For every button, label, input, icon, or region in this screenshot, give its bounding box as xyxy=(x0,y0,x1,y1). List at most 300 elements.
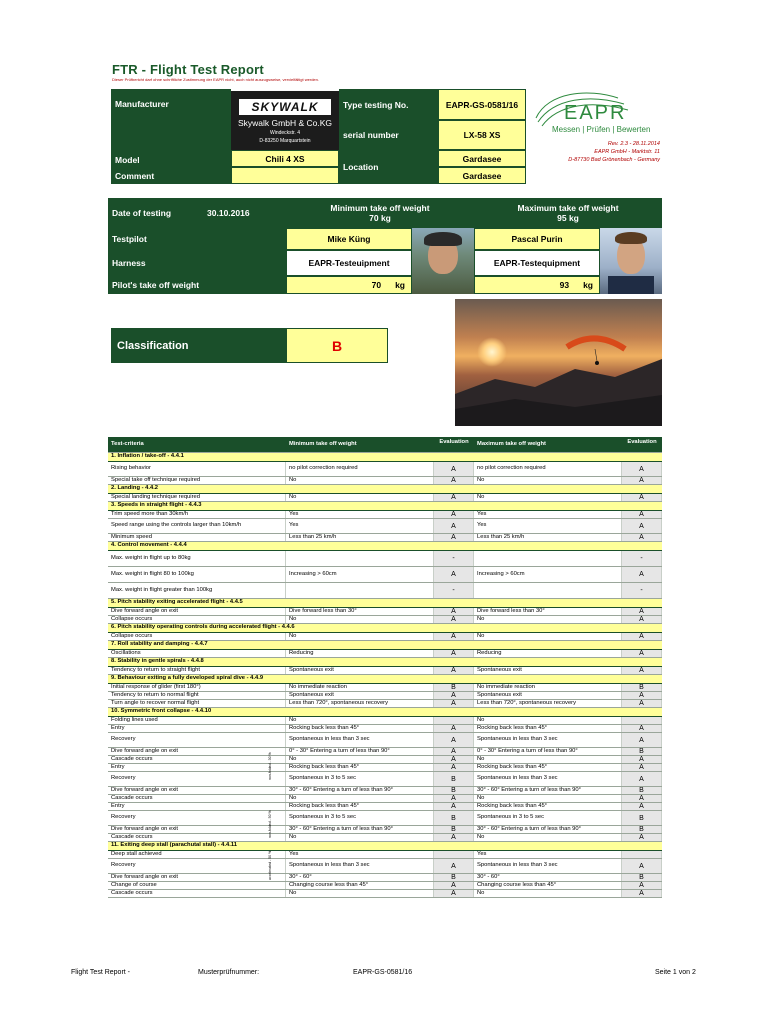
section-title: 1. Inflation / take-off - 4.4.1 xyxy=(111,453,184,460)
section-title: 7. Roll stability and damping - 4.4.7 xyxy=(111,641,208,648)
min-evaluation-cell: - xyxy=(434,551,474,566)
table-body xyxy=(108,453,662,898)
min-evaluation-cell: A xyxy=(434,764,474,771)
table-row xyxy=(108,859,662,874)
min-result-cell: No xyxy=(286,717,434,724)
min-result-cell xyxy=(286,583,434,598)
table-row xyxy=(108,756,662,764)
model-value: Chili 4 XS xyxy=(231,150,339,167)
criteria-cell: Dive forward angle on exit xyxy=(108,748,286,755)
max-result-cell: No xyxy=(474,477,622,484)
min-evaluation-cell: A xyxy=(434,700,474,707)
min-result-cell: Spontaneous in less than 3 sec xyxy=(286,733,434,747)
section-header xyxy=(108,842,662,851)
min-evaluation-cell: A xyxy=(434,692,474,699)
section-title: 5. Pitch stability exiting accelerated flight - 4.4.5 xyxy=(111,599,243,606)
min-result-cell: Rocking back less than 45° xyxy=(286,725,434,732)
section-title: 6. Pitch stability operating controls during accelerated flight - 4.4.6 xyxy=(111,624,295,631)
table-row xyxy=(108,811,662,826)
max-weight-unit: kg xyxy=(583,280,593,290)
max-result-cell: Rocking back less than 45° xyxy=(474,725,622,732)
max-evaluation-cell: A xyxy=(622,733,662,747)
max-evaluation-cell: A xyxy=(622,650,662,657)
table-row xyxy=(108,787,662,795)
footer-middle-value: EAPR-GS-0581/16 xyxy=(353,969,413,976)
criteria-cell: Change of course xyxy=(108,882,286,889)
max-result-cell: no pilot correction required xyxy=(474,462,622,476)
max-evaluation-cell: A xyxy=(622,700,662,707)
criteria-cell: Cascade occurs xyxy=(108,834,286,841)
manufacturer-label: Manufacturer xyxy=(111,89,231,153)
min-evaluation-cell: A xyxy=(434,511,474,518)
criteria-cell: Deep stall achieved xyxy=(108,851,286,858)
max-evaluation-cell: A xyxy=(622,462,662,476)
comment-label: Comment xyxy=(111,167,231,184)
min-result-cell: No xyxy=(286,834,434,841)
criteria-cell: Max. weight in flight 80 to 100kg xyxy=(108,567,286,582)
min-evaluation-cell: A xyxy=(434,616,474,623)
min-result-cell: Increasing > 60cm xyxy=(286,567,434,582)
table-row xyxy=(108,826,662,834)
min-result-cell: 30° - 60° Entering a turn of less than 90° xyxy=(286,826,434,833)
max-evaluation-cell: A xyxy=(622,834,662,841)
min-weight-header-line1: Minimum take off weight xyxy=(330,203,430,213)
min-evaluation-cell: B xyxy=(434,787,474,794)
min-harness: EAPR-Testeuipment xyxy=(286,250,412,276)
min-result-cell: Less than 25 km/h xyxy=(286,534,434,541)
min-result-cell: Dive forward less than 30° xyxy=(286,608,434,615)
criteria-cell: Max. weight in flight up to 80kg xyxy=(108,551,286,566)
criteria-cell: Dive forward angle on exit xyxy=(108,874,286,881)
table-row xyxy=(108,534,662,542)
max-pilot-photo xyxy=(600,228,662,294)
criteria-cell: Dive forward angle on exit xyxy=(108,826,286,833)
section-title: 9. Behaviour exiting a fully developed spiral dive - 4.4.9 xyxy=(111,675,264,682)
date-of-testing-label xyxy=(108,198,286,228)
min-evaluation-cell: B xyxy=(434,684,474,691)
min-weight-header xyxy=(286,198,474,228)
max-evaluation-cell: B xyxy=(622,684,662,691)
section-header xyxy=(108,485,662,494)
max-result-cell: 30° - 60° xyxy=(474,874,622,881)
min-evaluation-cell: A xyxy=(434,756,474,763)
manufacturer-company: Skywalk GmbH & Co.KG xyxy=(238,118,332,128)
table-row xyxy=(108,583,662,599)
min-result-cell: No xyxy=(286,616,434,623)
max-result-cell: No xyxy=(474,890,622,897)
max-result-cell: Spontaneous exit xyxy=(474,667,622,674)
takeoff-weight-label: Pilot's take off weight xyxy=(108,276,286,294)
criteria-cell: Dive forward angle on exit xyxy=(108,787,286,794)
min-evaluation-cell: B xyxy=(434,826,474,833)
table-row xyxy=(108,748,662,756)
criteria-cell: Entry xyxy=(108,803,286,810)
table-row xyxy=(108,725,662,733)
criteria-cell: Cascade occurs xyxy=(108,756,286,763)
min-result-cell: Rocking back less than 45° xyxy=(286,803,434,810)
max-result-cell: Changing course less than 45° xyxy=(474,882,622,889)
max-harness: EAPR-Testequipment xyxy=(474,250,600,276)
min-result-cell: Rocking back less than 45° xyxy=(286,764,434,771)
min-result-cell xyxy=(286,551,434,566)
max-result-cell: Yes xyxy=(474,511,622,518)
section-header xyxy=(108,658,662,667)
manufacturer-city: D-83250 Marquartstein xyxy=(259,138,311,144)
helmet-shape xyxy=(424,232,462,246)
min-result-cell: No xyxy=(286,756,434,763)
min-evaluation-cell: A xyxy=(434,567,474,582)
min-takeoff-weight xyxy=(286,276,412,294)
table-row xyxy=(108,764,662,772)
section-header xyxy=(108,453,662,462)
min-result-cell: No immediate reaction xyxy=(286,684,434,691)
max-evaluation-cell: A xyxy=(622,772,662,786)
criteria-cell: Special landing technique required xyxy=(108,494,286,501)
max-evaluation-cell xyxy=(622,717,662,724)
min-pilot-photo xyxy=(412,228,474,294)
hair-shape xyxy=(615,232,647,244)
min-result-cell: No xyxy=(286,795,434,802)
max-evaluation-cell: A xyxy=(622,725,662,732)
min-evaluation-cell: A xyxy=(434,859,474,873)
max-result-cell: No xyxy=(474,834,622,841)
criteria-cell: Folding lines used xyxy=(108,717,286,724)
criteria-cell: Cascade occurs xyxy=(108,890,286,897)
section-title: 3. Speeds in straight flight - 4.4.3 xyxy=(111,502,202,509)
type-testing-label: Type testing No. xyxy=(339,89,438,120)
min-evaluation-cell: A xyxy=(434,650,474,657)
max-evaluation-cell: - xyxy=(622,551,662,566)
min-result-cell: Spontaneous in 3 to 5 sec xyxy=(286,772,434,786)
max-evaluation-cell: A xyxy=(622,692,662,699)
max-evaluation-cell: A xyxy=(622,803,662,810)
criteria-cell: Dive forward angle on exit xyxy=(108,608,286,615)
section-header xyxy=(108,624,662,633)
min-evaluation-cell: A xyxy=(434,608,474,615)
max-evaluation-cell xyxy=(622,851,662,858)
table-row xyxy=(108,494,662,502)
shirt-shape xyxy=(608,276,654,294)
min-result-cell: Yes xyxy=(286,511,434,518)
table-row xyxy=(108,633,662,641)
table-row xyxy=(108,667,662,675)
min-weight-header-line2: 70 kg xyxy=(369,213,391,223)
criteria-cell: Entry xyxy=(108,764,286,771)
criteria-cell: Oscillations xyxy=(108,650,286,657)
min-evaluation-cell: A xyxy=(434,795,474,802)
skywalk-wordmark: SKYWALK xyxy=(239,99,331,115)
comment-value xyxy=(231,167,339,184)
min-evaluation-cell: A xyxy=(434,667,474,674)
criteria-cell: Recovery xyxy=(108,859,286,873)
table-row xyxy=(108,684,662,692)
max-weight-header-line1: Maximum take off weight xyxy=(517,203,619,213)
table-row xyxy=(108,717,662,725)
max-evaluation-cell: A xyxy=(622,859,662,873)
table-row xyxy=(108,551,662,567)
paraglider-sunset-photo xyxy=(455,299,662,426)
max-result-cell: 0° - 30° Entering a turn of less than 90° xyxy=(474,748,622,755)
min-evaluation-cell: A xyxy=(434,733,474,747)
classification-label: Classification xyxy=(111,328,286,363)
test-criteria-table xyxy=(108,437,662,898)
min-result-cell: Spontaneous in 3 to 5 sec xyxy=(286,811,434,825)
min-result-cell: No xyxy=(286,890,434,897)
table-row xyxy=(108,519,662,534)
table-row xyxy=(108,772,662,787)
max-result-cell xyxy=(474,583,622,598)
header-min-weight: Minimum take off weight xyxy=(289,440,357,447)
side-label-1: non-folded - 30 % xyxy=(268,752,272,780)
location-label: Location xyxy=(339,150,438,184)
max-evaluation-cell: B xyxy=(622,748,662,755)
footer-left: Flight Test Report - xyxy=(71,969,131,976)
min-evaluation-cell: B xyxy=(434,772,474,786)
max-result-cell: Reducing xyxy=(474,650,622,657)
max-evaluation-cell: A xyxy=(622,519,662,533)
max-evaluation-cell: A xyxy=(622,756,662,763)
criteria-cell: Recovery xyxy=(108,811,286,825)
table-row xyxy=(108,608,662,616)
serial-label: serial number xyxy=(339,120,438,150)
table-row xyxy=(108,733,662,748)
max-result-cell: Rocking back less than 45° xyxy=(474,764,622,771)
criteria-cell: Initial response of glider (first 180°) xyxy=(108,684,286,691)
eapr-address-2: D-87730 Bad Grönenbach - Germany xyxy=(568,157,660,163)
min-evaluation-cell: B xyxy=(434,874,474,881)
table-row xyxy=(108,874,662,882)
max-result-cell: No xyxy=(474,494,622,501)
criteria-cell: Recovery xyxy=(108,772,286,786)
max-takeoff-weight xyxy=(474,276,600,294)
max-weight-header-line2: 95 kg xyxy=(557,213,579,223)
header-test-criteria: Test-criteria xyxy=(111,440,144,447)
min-result-cell: Yes xyxy=(286,851,434,858)
min-evaluation-cell: - xyxy=(434,583,474,598)
eapr-rev: Rev. 2.3 - 28.11.2014 xyxy=(607,141,660,147)
min-result-cell: Spontaneous exit xyxy=(286,692,434,699)
max-result-cell: No xyxy=(474,795,622,802)
criteria-cell: Minimum speed xyxy=(108,534,286,541)
criteria-cell: Turn angle to recover normal flight xyxy=(108,700,286,707)
max-evaluation-cell: A xyxy=(622,534,662,541)
footer-middle-label: Musterprüfnummer: xyxy=(198,969,260,976)
min-testpilot: Mike Küng xyxy=(286,228,412,250)
table-row xyxy=(108,803,662,811)
min-weight-value: 70 xyxy=(371,280,382,290)
min-result-cell: Less than 720°, spontaneous recovery xyxy=(286,700,434,707)
testpilot-label: Testpilot xyxy=(108,228,286,250)
max-result-cell: Dive forward less than 30° xyxy=(474,608,622,615)
side-label-3: accelerated - 50 % xyxy=(268,850,272,880)
table-row xyxy=(108,851,662,859)
max-evaluation-cell: A xyxy=(622,764,662,771)
max-evaluation-cell: A xyxy=(622,890,662,897)
manufacturer-logo xyxy=(231,91,339,152)
table-row xyxy=(108,882,662,890)
max-result-cell: No xyxy=(474,633,622,640)
section-header xyxy=(108,675,662,684)
table-row xyxy=(108,616,662,624)
max-evaluation-cell: B xyxy=(622,826,662,833)
max-result-cell: No xyxy=(474,616,622,623)
max-evaluation-cell: A xyxy=(622,477,662,484)
section-header xyxy=(108,502,662,511)
table-row xyxy=(108,834,662,842)
max-result-cell: Increasing > 60cm xyxy=(474,567,622,582)
serial-value: LX-58 XS xyxy=(438,120,526,150)
criteria-cell: Speed range using the controls larger than 10km/h xyxy=(108,519,286,533)
min-evaluation-cell: A xyxy=(434,834,474,841)
date-label-text: Date of testing xyxy=(112,208,172,218)
section-header xyxy=(108,708,662,717)
max-result-cell: No immediate reaction xyxy=(474,684,622,691)
min-evaluation-cell: A xyxy=(434,494,474,501)
max-result-cell: No xyxy=(474,756,622,763)
section-header xyxy=(108,542,662,551)
table-row xyxy=(108,692,662,700)
side-label-2: non-folded - 50 % xyxy=(268,810,272,838)
max-evaluation-cell: A xyxy=(622,511,662,518)
max-evaluation-cell: A xyxy=(622,494,662,501)
max-evaluation-cell: - xyxy=(622,583,662,598)
min-result-cell: Spontaneous exit xyxy=(286,667,434,674)
max-weight-value: 93 xyxy=(559,280,570,290)
criteria-cell: Entry xyxy=(108,725,286,732)
criteria-cell: Cascade occurs xyxy=(108,795,286,802)
section-title: 10. Symmetric front collapse - 4.4.10 xyxy=(111,708,212,715)
min-evaluation-cell: A xyxy=(434,890,474,897)
min-evaluation-cell: A xyxy=(434,725,474,732)
min-result-cell: Spontaneous in less than 3 sec xyxy=(286,859,434,873)
table-row xyxy=(108,890,662,898)
max-result-cell: No xyxy=(474,717,622,724)
min-evaluation-cell xyxy=(434,717,474,724)
min-result-cell: no pilot correction required xyxy=(286,462,434,476)
max-result-cell: 30° - 60° Entering a turn of less than 90° xyxy=(474,787,622,794)
criteria-cell: Collapse occurs xyxy=(108,633,286,640)
max-evaluation-cell: A xyxy=(622,633,662,640)
min-result-cell: No xyxy=(286,633,434,640)
min-result-cell: No xyxy=(286,477,434,484)
max-result-cell: Yes xyxy=(474,851,622,858)
criteria-cell: Tendency to return to straight flight xyxy=(108,667,286,674)
eapr-tagline: Messen | Prüfen | Bewerten xyxy=(552,125,651,134)
date-value: 30.10.2016 xyxy=(207,208,250,218)
min-evaluation-cell: A xyxy=(434,534,474,541)
min-weight-unit: kg xyxy=(395,280,405,290)
landscape-shape xyxy=(455,299,662,426)
location-value-1: Gardasee xyxy=(438,150,526,167)
criteria-cell: Max. weight in flight greater than 100kg xyxy=(108,583,286,598)
header-evaluation-2: Evaluation xyxy=(627,439,657,445)
max-evaluation-cell: A xyxy=(622,882,662,889)
max-result-cell: Spontaneous exit xyxy=(474,692,622,699)
max-result-cell: Less than 25 km/h xyxy=(474,534,622,541)
max-evaluation-cell: A xyxy=(622,616,662,623)
max-evaluation-cell: A xyxy=(622,795,662,802)
criteria-cell: Tendency to return to normal flight xyxy=(108,692,286,699)
eapr-wordmark: EAPR xyxy=(564,102,627,124)
table-row xyxy=(108,650,662,658)
max-evaluation-cell: B xyxy=(622,787,662,794)
table-row xyxy=(108,567,662,583)
manufacturer-street: Windeckstr. 4 xyxy=(269,130,300,136)
type-testing-value: EAPR-GS-0581/16 xyxy=(438,89,526,120)
location-value-2: Gardasee xyxy=(438,167,526,184)
section-header xyxy=(108,599,662,608)
min-evaluation-cell: A xyxy=(434,748,474,755)
min-evaluation-cell: A xyxy=(434,803,474,810)
harness-label: Harness xyxy=(108,250,286,276)
section-title: 8. Stability in gentle spirals - 4.4.8 xyxy=(111,658,204,665)
criteria-cell: Special take off technique required xyxy=(108,477,286,484)
min-evaluation-cell: A xyxy=(434,519,474,533)
min-result-cell: Yes xyxy=(286,519,434,533)
section-header xyxy=(108,641,662,650)
max-result-cell: Spontaneous in less than 3 sec xyxy=(474,772,622,786)
model-label: Model xyxy=(111,153,231,167)
min-evaluation-cell: A xyxy=(434,477,474,484)
min-evaluation-cell: A xyxy=(434,462,474,476)
section-title: 4. Control movement - 4.4.4 xyxy=(111,542,187,549)
min-result-cell: 30° - 60° Entering a turn of less than 90° xyxy=(286,787,434,794)
eapr-logo xyxy=(528,88,668,168)
criteria-cell: Trim speed more than 30km/h xyxy=(108,511,286,518)
min-result-cell: 30° - 60° xyxy=(286,874,434,881)
table-row xyxy=(108,462,662,477)
min-result-cell: No xyxy=(286,494,434,501)
max-evaluation-cell: A xyxy=(622,567,662,582)
classification-value: B xyxy=(286,328,388,363)
min-result-cell: Reducing xyxy=(286,650,434,657)
max-result-cell xyxy=(474,551,622,566)
criteria-cell: Collapse occurs xyxy=(108,616,286,623)
min-evaluation-cell: B xyxy=(434,811,474,825)
max-result-cell: Rocking back less than 45° xyxy=(474,803,622,810)
max-result-cell: Yes xyxy=(474,519,622,533)
table-row xyxy=(108,700,662,708)
max-result-cell: Spontaneous in less than 3 sec xyxy=(474,733,622,747)
max-weight-header xyxy=(474,198,662,228)
max-result-cell: Spontaneous in less than 3 sec xyxy=(474,859,622,873)
max-result-cell: Spontaneous in 3 to 5 sec xyxy=(474,811,622,825)
min-result-cell: Changing course less than 45° xyxy=(286,882,434,889)
max-evaluation-cell: A xyxy=(622,667,662,674)
header-max-weight: Maximum take off weight xyxy=(477,440,546,447)
table-row xyxy=(108,795,662,803)
footer-page: Seite 1 von 2 xyxy=(655,969,696,976)
min-evaluation-cell: A xyxy=(434,882,474,889)
table-row xyxy=(108,511,662,519)
copyright-note: Dieser Prüfbericht darf ohne schriftliche Zustimmung der EAPR nicht, auch nicht auszugsweise, vervielfältigt werden. xyxy=(112,77,319,82)
eapr-address-1: EAPR GmbH - Marktstr. 11 xyxy=(594,149,660,155)
criteria-cell: Recovery xyxy=(108,733,286,747)
max-result-cell: Less than 720°, spontaneous recovery xyxy=(474,700,622,707)
max-evaluation-cell: B xyxy=(622,811,662,825)
section-title: 11. Exiting deep stall (parachutal stall) - 4.4.11 xyxy=(111,842,237,849)
table-header xyxy=(108,437,662,453)
min-evaluation-cell xyxy=(434,851,474,858)
min-result-cell: 0° - 30° Entering a turn of less than 90° xyxy=(286,748,434,755)
criteria-cell: Rising behavior xyxy=(108,462,286,476)
max-evaluation-cell: A xyxy=(622,608,662,615)
page-title: FTR - Flight Test Report xyxy=(112,62,264,77)
min-evaluation-cell: A xyxy=(434,633,474,640)
max-evaluation-cell: B xyxy=(622,874,662,881)
table-row xyxy=(108,477,662,485)
max-result-cell: 30° - 60° Entering a turn of less than 90° xyxy=(474,826,622,833)
